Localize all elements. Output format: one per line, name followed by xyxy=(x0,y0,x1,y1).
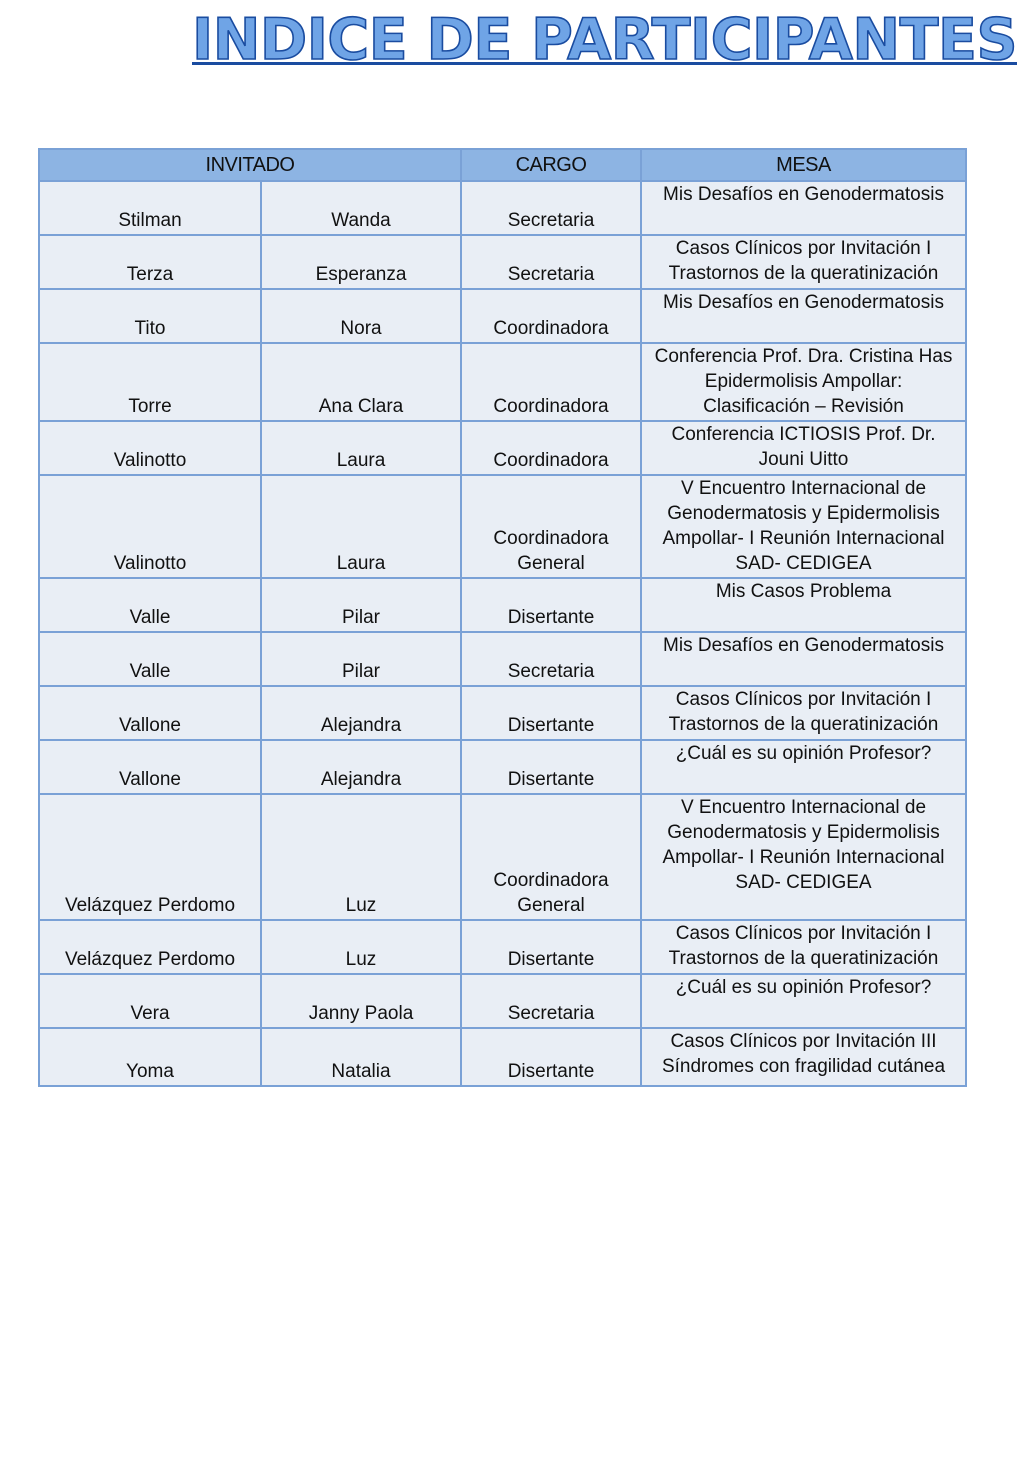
cell-mesa xyxy=(641,289,966,343)
cell-cargo-line: Disertante xyxy=(507,1061,595,1082)
cell-cargo xyxy=(461,343,641,421)
table-row xyxy=(39,686,966,740)
page-title: INDICE DE PARTICIPANTES xyxy=(192,7,1017,73)
cell-mesa-line: ¿Cuál es su opinión Profesor? xyxy=(675,977,932,998)
cell-mesa xyxy=(641,475,966,578)
cell-mesa-line: Casos Clínicos por Invitación I xyxy=(675,923,932,944)
cell-apellido: Valle xyxy=(39,632,261,686)
table-row xyxy=(39,343,966,421)
cell-mesa-line: Conferencia Prof. Dra. Cristina Has xyxy=(654,346,953,367)
cell-mesa-line: Genodermatosis y Epidermolisis xyxy=(667,503,940,524)
cell-mesa xyxy=(641,578,966,632)
cell-apellido: Stilman xyxy=(39,181,261,235)
cell-mesa-line: Ampollar- I Reunión Internacional xyxy=(662,528,945,549)
cell-nombre: Esperanza xyxy=(261,235,461,289)
cell-cargo-line: Coordinadora xyxy=(493,450,609,471)
cell-cargo-line: Coordinadora xyxy=(493,870,609,891)
table-row xyxy=(39,475,966,578)
table-row xyxy=(39,235,966,289)
cell-apellido: Terza xyxy=(39,235,261,289)
cell-cargo-line: Coordinadora xyxy=(493,528,609,549)
cell-mesa xyxy=(641,686,966,740)
cell-nombre: Alejandra xyxy=(261,740,461,794)
cell-apellido: Velázquez Perdomo xyxy=(39,920,261,974)
cell-mesa-line: V Encuentro Internacional de xyxy=(680,478,927,499)
cell-mesa-line: Mis Desafíos en Genodermatosis xyxy=(663,635,944,656)
cell-mesa xyxy=(641,235,966,289)
cell-mesa-line: Ampollar- I Reunión Internacional xyxy=(662,847,945,868)
cell-cargo xyxy=(461,794,641,920)
cell-cargo-line: Secretaria xyxy=(507,1003,595,1024)
cell-nombre: Nora xyxy=(261,289,461,343)
cell-cargo xyxy=(461,740,641,794)
cell-nombre: Laura xyxy=(261,475,461,578)
cell-mesa-line: Casos Clínicos por Invitación I xyxy=(675,238,932,259)
cell-nombre: Luz xyxy=(261,794,461,920)
table-row xyxy=(39,421,966,475)
cell-cargo xyxy=(461,289,641,343)
cell-cargo xyxy=(461,686,641,740)
cell-cargo-line: Coordinadora xyxy=(493,318,609,339)
cell-nombre: Alejandra xyxy=(261,686,461,740)
cell-mesa-line: Clasificación – Revisión xyxy=(703,396,904,417)
cell-apellido: Yoma xyxy=(39,1028,261,1086)
cell-apellido: Valinotto xyxy=(39,421,261,475)
cell-cargo xyxy=(461,475,641,578)
cell-nombre: Wanda xyxy=(261,181,461,235)
table-row xyxy=(39,181,966,235)
cell-cargo-line: Coordinadora xyxy=(493,396,609,417)
cell-cargo xyxy=(461,181,641,235)
cell-mesa-line: Mis Desafíos en Genodermatosis xyxy=(663,184,944,205)
cell-cargo-line: General xyxy=(517,553,585,574)
cell-mesa xyxy=(641,632,966,686)
cell-apellido: Velázquez Perdomo xyxy=(39,794,261,920)
cell-nombre: Pilar xyxy=(261,578,461,632)
cell-apellido: Valle xyxy=(39,578,261,632)
cell-cargo xyxy=(461,421,641,475)
cell-mesa-line: Síndromes con fragilidad cutánea xyxy=(661,1056,946,1077)
cell-mesa-line: SAD- CEDIGEA xyxy=(735,872,872,893)
cell-mesa-line: Trastornos de la queratinización xyxy=(668,714,939,735)
cell-cargo-line: Disertante xyxy=(507,769,595,790)
cell-mesa-line: Mis Desafíos en Genodermatosis xyxy=(663,292,944,313)
cell-apellido: Vallone xyxy=(39,740,261,794)
cell-mesa xyxy=(641,974,966,1028)
cell-nombre: Ana Clara xyxy=(261,343,461,421)
cell-mesa-line: Epidermolisis Ampollar: xyxy=(704,371,903,392)
cell-cargo-line: Disertante xyxy=(507,715,595,736)
cell-mesa xyxy=(641,421,966,475)
table-row xyxy=(39,920,966,974)
cell-mesa-line: Conferencia ICTIOSIS Prof. Dr. xyxy=(671,424,936,445)
cell-nombre: Pilar xyxy=(261,632,461,686)
header-cargo: CARGO xyxy=(461,149,641,181)
cell-mesa-line: SAD- CEDIGEA xyxy=(735,553,872,574)
table-row xyxy=(39,578,966,632)
cell-mesa xyxy=(641,343,966,421)
table-row xyxy=(39,794,966,920)
cell-cargo xyxy=(461,974,641,1028)
cell-cargo-line: Disertante xyxy=(507,949,595,970)
cell-mesa-line: Casos Clínicos por Invitación III xyxy=(670,1031,937,1052)
cell-mesa-line: Mis Casos Problema xyxy=(715,581,892,602)
cell-mesa-line: V Encuentro Internacional de xyxy=(680,797,927,818)
cell-apellido: Tito xyxy=(39,289,261,343)
cell-nombre: Laura xyxy=(261,421,461,475)
cell-apellido: Vallone xyxy=(39,686,261,740)
cell-nombre: Natalia xyxy=(261,1028,461,1086)
cell-apellido: Valinotto xyxy=(39,475,261,578)
table-row xyxy=(39,1028,966,1086)
cell-cargo-line: Secretaria xyxy=(507,210,595,231)
table-row xyxy=(39,740,966,794)
cell-mesa-line: Genodermatosis y Epidermolisis xyxy=(667,822,940,843)
cell-mesa xyxy=(641,740,966,794)
cell-cargo-line: Secretaria xyxy=(507,661,595,682)
cell-mesa xyxy=(641,181,966,235)
table-row xyxy=(39,974,966,1028)
cell-cargo xyxy=(461,632,641,686)
cell-mesa xyxy=(641,1028,966,1086)
cell-cargo-line: Secretaria xyxy=(507,264,595,285)
cell-mesa-line: Jouni Uitto xyxy=(758,449,849,470)
cell-mesa-line: Trastornos de la queratinización xyxy=(668,948,939,969)
cell-nombre: Janny Paola xyxy=(261,974,461,1028)
cell-nombre: Luz xyxy=(261,920,461,974)
cell-mesa xyxy=(641,920,966,974)
cell-cargo xyxy=(461,235,641,289)
header-invitado: INVITADO xyxy=(39,149,461,181)
cell-mesa-line: Casos Clínicos por Invitación I xyxy=(675,689,932,710)
cell-cargo xyxy=(461,1028,641,1086)
cell-cargo xyxy=(461,920,641,974)
cell-mesa-line: Trastornos de la queratinización xyxy=(668,263,939,284)
cell-cargo xyxy=(461,578,641,632)
table-row xyxy=(39,289,966,343)
cell-mesa xyxy=(641,794,966,920)
participants-table xyxy=(38,148,967,1087)
cell-apellido: Vera xyxy=(39,974,261,1028)
table-row xyxy=(39,632,966,686)
cell-mesa-line: ¿Cuál es su opinión Profesor? xyxy=(675,743,932,764)
header-row xyxy=(39,149,966,181)
cell-apellido: Torre xyxy=(39,343,261,421)
cell-cargo-line: Disertante xyxy=(507,607,595,628)
cell-cargo-line: General xyxy=(517,895,585,916)
header-mesa: MESA xyxy=(641,149,966,181)
